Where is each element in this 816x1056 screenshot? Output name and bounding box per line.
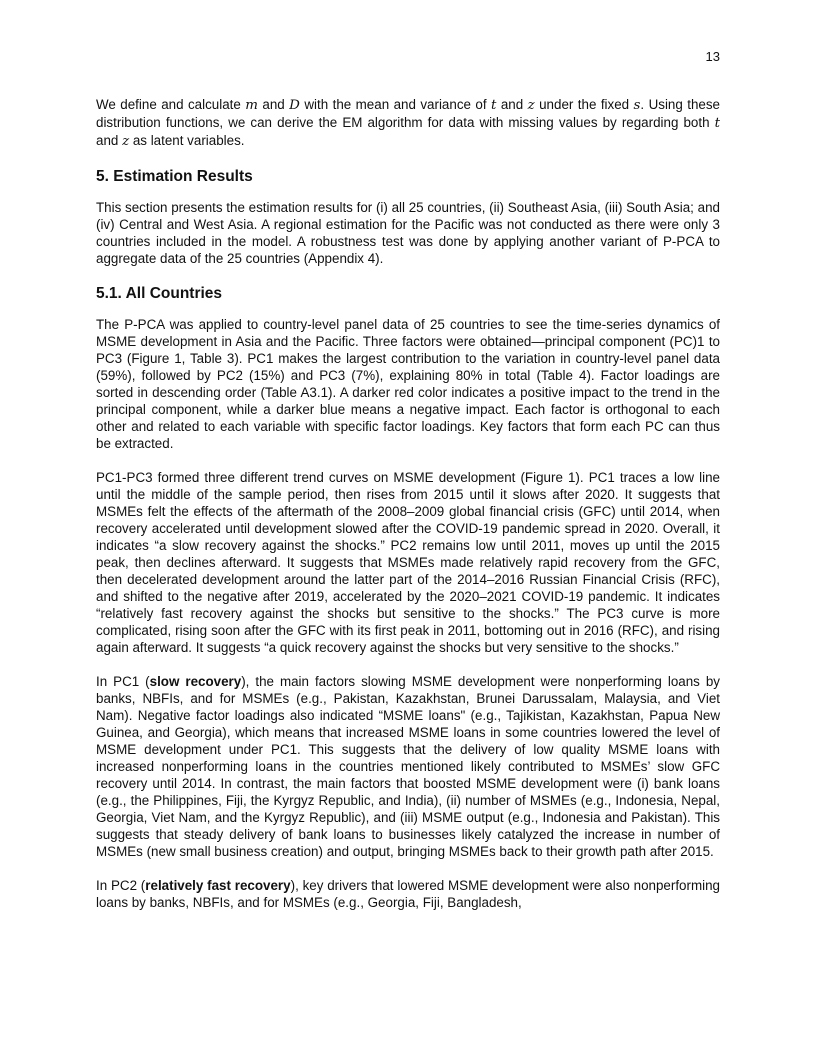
math-z-latent: z <box>122 134 130 149</box>
math-m: m <box>245 98 258 113</box>
intro-text-5: under the fixed <box>534 97 634 112</box>
section-heading-estimation-results: 5. Estimation Results <box>96 168 253 185</box>
intro-text-2: and <box>257 97 290 112</box>
pc1-text-pre: In PC1 ( <box>96 674 150 689</box>
pc2-paragraph <box>96 877 720 911</box>
intro-text-7: and <box>96 133 123 148</box>
trend-curves-paragraph: PC1-PC3 formed three different trend curves on MSME development (Figure 1). PC1 traces a low line until the middle of the sample period, then rises from 2015 until it slows after 2020. It suggests that MSMEs felt the effects of the aftermath of the 2008–2009 global financial crisis (GFC) until 2014, when recovery accelerated until development slowed after the COVID-19 pandemic spread in 2020. Overall, it indicates “a slow recovery against the shocks.” PC2 remains low until 2011, moves up until the 2015 peak, then declines afterward. It suggests that MSMEs made relatively rapid recovery from the GFC, then decelerated development around the latter part of the 2014–2016 Russian Financial Crisis (RFC), and shifted to the negative after 2019, accelerated by the 2020–2021 COVID-19 pandemic. It indicates “relatively fast recovery against the shocks but sensitive to the shocks.” The PC3 curve is more complicated, rising soon after the GFC with its first peak in 2011, bottoming out in 2016 (RFC), and rising again afterward. It suggests “a quick recovery against the shocks but very sensitive to the shocks.” <box>96 470 720 655</box>
math-z: z <box>527 98 535 113</box>
math-t: t <box>491 98 497 113</box>
ppca-paragraph: The P-PCA was applied to country-level panel data of 25 countries to see the time-series dynamics of MSME development in Asia and the Pacific. Three factors were obtained—principal component (PC)1 to PC3 (Figure 1, Table 3). PC1 makes the largest contribution to the variation in country-level panel data (59%), followed by PC2 (15%) and PC3 (7%), explaining 80% in total (Table 4). Factor loadings are sorted in descending order (Table A3.1). A darker red color indicates a positive impact to the trend in the principal component, while a darker blue means a negative impact. Each factor is orthogonal to each other and related to each variable with specific factor loadings. Key factors that form each PC can thus be extracted. <box>96 317 720 451</box>
page-content <box>96 96 720 928</box>
section5-paragraph: This section presents the estimation results for (i) all 25 countries, (ii) Southeast Asia, (iii) South Asia; and (iv) Central and West Asia. A regional estimation for the Pacific was not conducted as there were only 3 countries included in the model. A robustness test was done by applying another variant of P-PCA to aggregate data of the 25 countries (Appendix 4). <box>96 200 720 266</box>
intro-text-4: and <box>496 97 528 112</box>
document-page <box>96 0 720 1056</box>
page-number: 13 <box>705 49 720 64</box>
math-d: D <box>289 98 300 113</box>
intro-text-6: . Using these distribution functions, we can derive the EM algorithm for data with missing values by regarding both <box>96 97 720 130</box>
intro-paragraph <box>96 96 720 150</box>
intro-text-8: as latent variables. <box>129 133 245 148</box>
pc1-paragraph <box>96 673 720 860</box>
pc2-bold-term: relatively fast recovery <box>145 878 291 893</box>
subsection-heading-all-countries: 5.1. All Countries <box>96 285 223 302</box>
pc2-text-pre: In PC2 ( <box>96 878 146 893</box>
pc2-text-post: ), key drivers that lowered MSME development were also nonperforming loans by banks, NBFIs, and for MSMEs (e.g., Georgia, Fiji, Bangladesh, <box>96 878 720 910</box>
pc1-text-post: ), the main factors slowing MSME development were nonperforming loans by banks, NBFIs, and for MSMEs (e.g., Pakistan, Kazakhstan, Brunei Darussalam, Malaysia, and Viet Nam). Negative factor loadings also indicated “MSME loans" (e.g., Tajikistan, Kazakhstan, Papua New Guinea, and Georgia), which means that increased MSME loans in some countries lowered the level of MSME development under PC1. This suggests that the delivery of low quality MSME loans with increased nonperforming loans in the countries mentioned likely contributed to MSMEs’ slow GFC recovery until 2014. In contrast, the main factors that boosted MSME development were (i) bank loans (e.g., the Philippines, Fiji, the Kyrgyz Republic, and India), (ii) number of MSMEs (e.g., Indonesia, Nepal, Georgia, Viet Nam, and the Kyrgyz Republic), and (iii) MSME output (e.g., Indonesia and Pakistan). This suggests that steady delivery of bank loans to businesses likely catalyzed the increase in number of MSMEs (new small business creation) and output, bringing MSMEs back to their growth path after 2015. <box>96 674 720 859</box>
math-s: s <box>633 98 641 113</box>
intro-text-3: with the mean and variance of <box>299 97 491 112</box>
pc1-bold-term: slow recovery <box>149 674 242 689</box>
math-t-latent: t <box>714 116 720 131</box>
intro-text-1: We define and calculate <box>96 97 246 112</box>
